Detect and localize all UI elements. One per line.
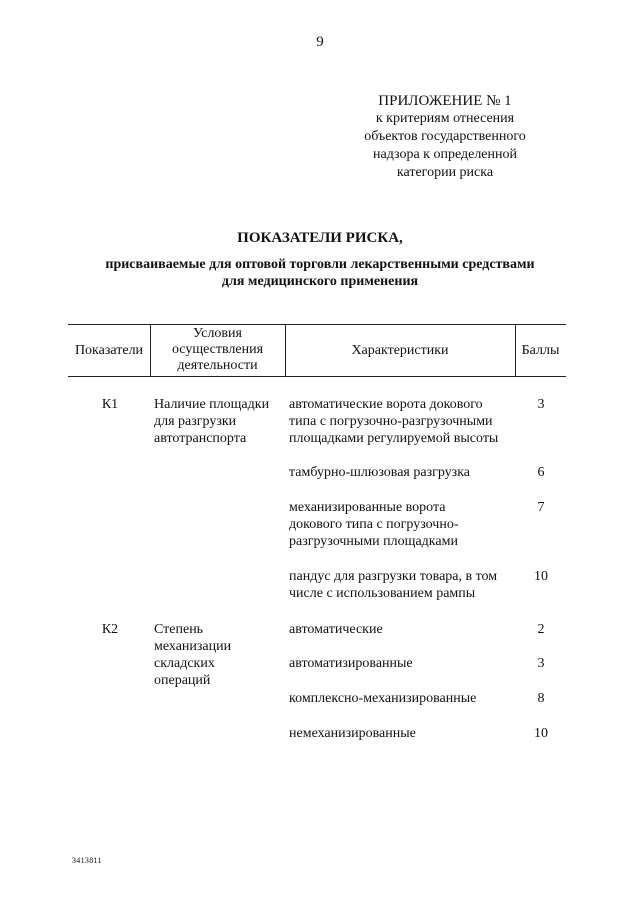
characteristic-line: автоматические ворота докового — [289, 397, 483, 412]
characteristic-text — [289, 568, 497, 602]
footer-document-code: 3413811 — [72, 856, 102, 865]
table-top-rule — [68, 324, 566, 325]
characteristic-text — [289, 396, 498, 447]
characteristic-text — [289, 464, 470, 481]
page-number: 9 — [316, 34, 324, 50]
score-value: 3 — [537, 397, 545, 412]
appendix-line: категории риска — [396, 165, 494, 180]
characteristic-line: числе с использованием рампы — [289, 586, 476, 601]
appendix-line: надзора к определенной — [373, 147, 517, 162]
header-conditions-line: Условия — [193, 326, 242, 341]
characteristic-line: площадками регулируемой высоты — [289, 431, 499, 446]
header-characteristics: Характеристики — [351, 343, 449, 358]
table-header-rule — [68, 376, 566, 377]
header-conditions-line: осуществления — [171, 342, 264, 357]
characteristic-line: пандус для разгрузки товара, в том — [289, 569, 498, 584]
characteristic-line: докового типа с погрузочно- — [289, 517, 459, 532]
characteristic-line: разгрузочными площадками — [289, 534, 458, 549]
score-value: 2 — [537, 622, 545, 637]
characteristic-text: комплексно-механизированные — [289, 691, 477, 706]
header-conditions-line: деятельности — [177, 358, 258, 373]
characteristic-text — [289, 499, 458, 550]
characteristic-line: механизированные ворота — [289, 500, 446, 515]
condition-line: операций — [154, 673, 211, 688]
condition-line: механизации — [154, 639, 232, 654]
score-value: 8 — [537, 691, 545, 706]
condition-line: Степень — [154, 622, 204, 637]
appendix-line: объектов государственного — [364, 129, 526, 144]
characteristic-text: автоматизированные — [289, 656, 413, 671]
score-value: 6 — [537, 465, 545, 480]
condition-line: Наличие площадки — [154, 397, 270, 412]
subtitle-line: для медицинского применения — [221, 274, 419, 289]
score-value: 10 — [534, 726, 548, 741]
appendix-title: ПРИЛОЖЕНИЕ № 1 — [378, 93, 512, 109]
score-value: 3 — [537, 656, 545, 671]
document-subtitle — [60, 256, 580, 290]
document-title: ПОКАЗАТЕЛИ РИСКА, — [237, 230, 403, 246]
indicator-code: К1 — [101, 397, 119, 412]
condition-line: автотранспорта — [154, 431, 247, 446]
condition-line: для разгрузки — [154, 414, 237, 429]
characteristic-text: немеханизированные — [289, 726, 416, 741]
appendix-block — [330, 92, 560, 182]
characteristic-text: автоматические — [289, 622, 383, 637]
score-value: 10 — [534, 569, 548, 584]
header-score: Баллы — [521, 343, 560, 358]
condition-text — [154, 396, 269, 447]
subtitle-line: присваиваемые для оптовой торговли лекарственными средствами — [105, 257, 535, 272]
condition-text — [154, 621, 231, 689]
header-conditions — [150, 326, 285, 374]
appendix-line: к критериям отнесения — [375, 111, 515, 126]
header-indicator: Показатели — [74, 343, 144, 358]
characteristic-line: тамбурно-шлюзовая разгрузка — [289, 465, 470, 480]
condition-line: складских — [154, 656, 215, 671]
score-value: 7 — [537, 500, 545, 515]
indicator-code: К2 — [101, 622, 119, 637]
characteristic-line: типа с погрузочно-разгрузочными — [289, 414, 493, 429]
